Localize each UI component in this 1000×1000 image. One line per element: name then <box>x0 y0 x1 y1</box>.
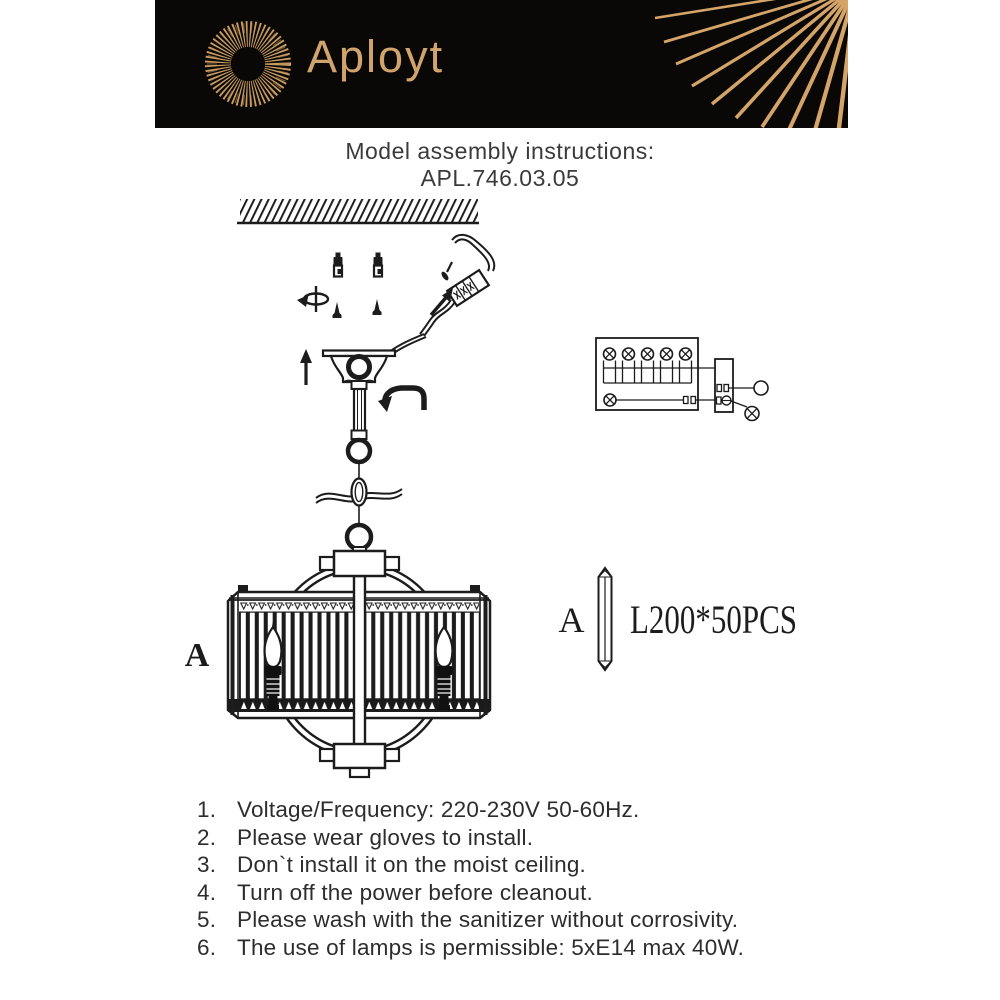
instruction-number: 6. <box>197 934 217 960</box>
legend-spec: L200*50PCS <box>630 597 797 642</box>
up-arrow-icon <box>300 349 312 385</box>
instruction-text: Please wash with the sanitizer without corrosivity. <box>237 907 739 933</box>
instruction-number: 4. <box>197 879 217 905</box>
canopy-mount <box>300 334 426 553</box>
ceiling-hatch <box>237 199 479 223</box>
instruction-text: Turn off the power before cleanout. <box>237 879 593 905</box>
instruction-text: Don`t install it on the moist ceiling. <box>237 852 587 878</box>
rotate-symbol-icon <box>297 286 328 312</box>
central-rod <box>354 576 365 746</box>
instruction-number: 1. <box>197 797 217 822</box>
instruction-item <box>197 879 857 907</box>
screw-icon <box>333 299 382 318</box>
part-label: A <box>184 637 210 674</box>
instruction-item <box>197 934 857 962</box>
instruction-number: 3. <box>197 852 217 878</box>
wiring-diagram <box>596 338 768 421</box>
brand-name: Aployt <box>307 31 445 82</box>
instruction-item <box>197 796 857 824</box>
legend-crystal-spec <box>559 568 798 670</box>
legend-label: A <box>558 600 585 640</box>
instruction-item <box>197 851 857 879</box>
page-title: Model assembly instructions: <box>345 138 655 164</box>
instruction-item <box>197 824 857 852</box>
instruction-text: The use of lamps is permissible: 5xE14 max 40W. <box>237 934 745 960</box>
instruction-number: 2. <box>197 824 217 850</box>
instruction-item <box>197 906 857 934</box>
instruction-text: Voltage/Frequency: 220-230V 50-60Hz. <box>237 797 640 822</box>
instruction-text: Please wear gloves to install. <box>237 824 534 850</box>
model-number: APL.746.03.05 <box>420 165 580 191</box>
instructions-list <box>197 796 857 962</box>
hook-arrow-icon <box>378 388 424 412</box>
crystal-rod-icon <box>599 568 612 670</box>
power-wires-connector <box>420 235 494 336</box>
wall-anchor-icon <box>334 253 383 277</box>
instruction-number: 5. <box>197 907 217 933</box>
